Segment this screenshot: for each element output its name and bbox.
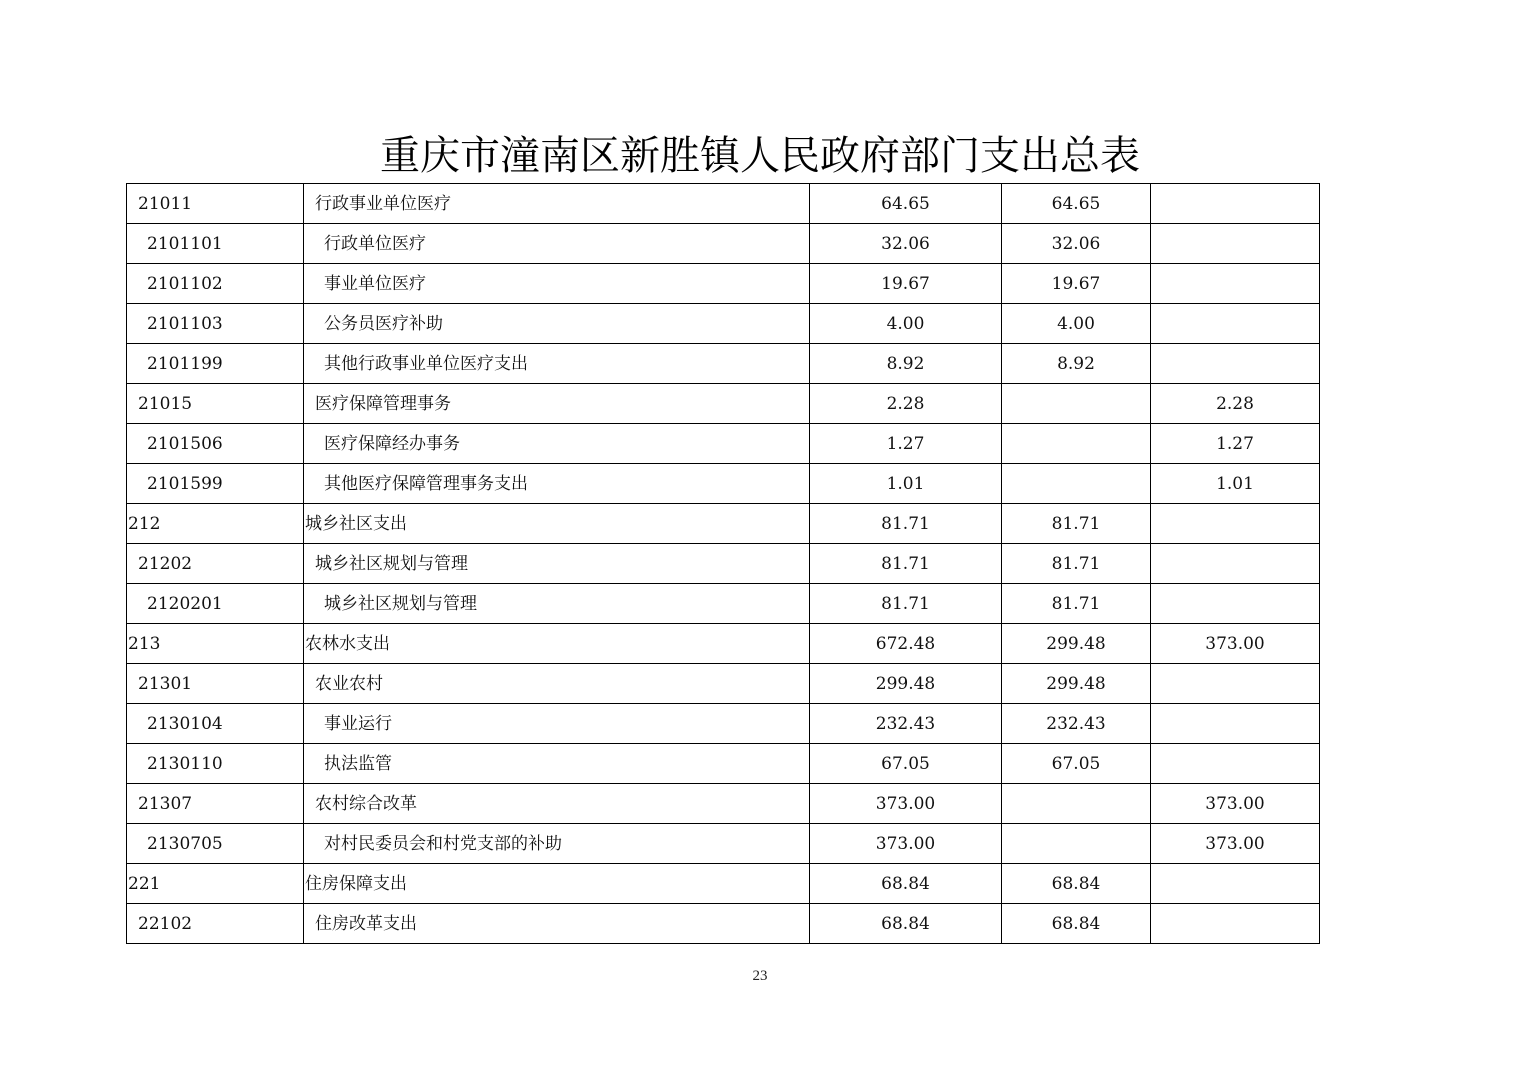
cell-name: 农林水支出	[304, 624, 810, 664]
cell-total: 81.71	[810, 584, 1002, 624]
page-title: 重庆市潼南区新胜镇人民政府部门支出总表	[380, 133, 1140, 179]
table-row	[127, 784, 1320, 824]
cell-project	[1151, 704, 1320, 744]
cell-project	[1151, 584, 1320, 624]
table-row	[127, 744, 1320, 784]
table-row	[127, 704, 1320, 744]
cell-total: 1.27	[810, 424, 1002, 464]
cell-basic: 232.43	[1002, 704, 1151, 744]
cell-code: 2101599	[127, 464, 304, 504]
cell-name: 其他行政事业单位医疗支出	[304, 344, 810, 384]
cell-project	[1151, 264, 1320, 304]
cell-code: 213	[127, 624, 304, 664]
cell-project: 1.01	[1151, 464, 1320, 504]
cell-name: 医疗保障经办事务	[304, 424, 810, 464]
cell-project	[1151, 744, 1320, 784]
cell-project: 373.00	[1151, 624, 1320, 664]
cell-basic: 32.06	[1002, 224, 1151, 264]
cell-basic: 299.48	[1002, 624, 1151, 664]
table-row	[127, 344, 1320, 384]
cell-name: 城乡社区规划与管理	[304, 584, 810, 624]
cell-name: 住房改革支出	[304, 904, 810, 944]
table-row	[127, 584, 1320, 624]
cell-basic: 19.67	[1002, 264, 1151, 304]
cell-basic	[1002, 464, 1151, 504]
cell-basic	[1002, 824, 1151, 864]
cell-name: 行政事业单位医疗	[304, 184, 810, 224]
cell-code: 2130110	[127, 744, 304, 784]
cell-name: 对村民委员会和村党支部的补助	[304, 824, 810, 864]
cell-total: 81.71	[810, 504, 1002, 544]
cell-code: 2101199	[127, 344, 304, 384]
cell-total: 373.00	[810, 824, 1002, 864]
cell-code: 2101506	[127, 424, 304, 464]
table-row	[127, 624, 1320, 664]
cell-code: 2120201	[127, 584, 304, 624]
table-row	[127, 864, 1320, 904]
cell-basic: 4.00	[1002, 304, 1151, 344]
cell-code: 2101102	[127, 264, 304, 304]
cell-name: 事业单位医疗	[304, 264, 810, 304]
cell-code: 22102	[127, 904, 304, 944]
cell-basic: 68.84	[1002, 904, 1151, 944]
cell-name: 医疗保障管理事务	[304, 384, 810, 424]
cell-name: 行政单位医疗	[304, 224, 810, 264]
cell-total: 68.84	[810, 864, 1002, 904]
cell-project	[1151, 504, 1320, 544]
cell-code: 21301	[127, 664, 304, 704]
cell-project: 373.00	[1151, 824, 1320, 864]
cell-total: 2.28	[810, 384, 1002, 424]
cell-total: 8.92	[810, 344, 1002, 384]
cell-basic: 81.71	[1002, 504, 1151, 544]
cell-name: 住房保障支出	[304, 864, 810, 904]
cell-name: 农业农村	[304, 664, 810, 704]
cell-project: 1.27	[1151, 424, 1320, 464]
cell-total: 373.00	[810, 784, 1002, 824]
cell-code: 2130705	[127, 824, 304, 864]
cell-total: 1.01	[810, 464, 1002, 504]
cell-project	[1151, 344, 1320, 384]
cell-basic	[1002, 424, 1151, 464]
cell-project: 373.00	[1151, 784, 1320, 824]
table-row	[127, 424, 1320, 464]
cell-code: 2101103	[127, 304, 304, 344]
cell-code: 221	[127, 864, 304, 904]
table-row	[127, 904, 1320, 944]
cell-name: 其他医疗保障管理事务支出	[304, 464, 810, 504]
expenditure-table	[126, 183, 1320, 944]
cell-project	[1151, 304, 1320, 344]
cell-basic: 81.71	[1002, 584, 1151, 624]
table-row	[127, 384, 1320, 424]
cell-name: 城乡社区规划与管理	[304, 544, 810, 584]
cell-total: 64.65	[810, 184, 1002, 224]
cell-code: 212	[127, 504, 304, 544]
cell-project	[1151, 864, 1320, 904]
cell-project	[1151, 664, 1320, 704]
cell-basic: 81.71	[1002, 544, 1151, 584]
cell-project	[1151, 544, 1320, 584]
cell-name: 执法监管	[304, 744, 810, 784]
cell-basic: 68.84	[1002, 864, 1151, 904]
cell-total: 4.00	[810, 304, 1002, 344]
cell-total: 32.06	[810, 224, 1002, 264]
table-row	[127, 224, 1320, 264]
cell-name: 城乡社区支出	[304, 504, 810, 544]
cell-project	[1151, 184, 1320, 224]
table-row	[127, 504, 1320, 544]
cell-code: 21202	[127, 544, 304, 584]
cell-total: 67.05	[810, 744, 1002, 784]
page-number: 23	[752, 968, 768, 984]
cell-basic: 8.92	[1002, 344, 1151, 384]
table-row	[127, 544, 1320, 584]
cell-basic: 64.65	[1002, 184, 1151, 224]
cell-basic: 299.48	[1002, 664, 1151, 704]
table-row	[127, 824, 1320, 864]
cell-name: 农村综合改革	[304, 784, 810, 824]
cell-code: 21011	[127, 184, 304, 224]
cell-total: 299.48	[810, 664, 1002, 704]
cell-basic	[1002, 784, 1151, 824]
cell-total: 68.84	[810, 904, 1002, 944]
cell-code: 2130104	[127, 704, 304, 744]
table-row	[127, 184, 1320, 224]
cell-total: 81.71	[810, 544, 1002, 584]
cell-project: 2.28	[1151, 384, 1320, 424]
cell-basic: 67.05	[1002, 744, 1151, 784]
cell-name: 事业运行	[304, 704, 810, 744]
cell-code: 21307	[127, 784, 304, 824]
cell-code: 2101101	[127, 224, 304, 264]
cell-basic	[1002, 384, 1151, 424]
cell-project	[1151, 904, 1320, 944]
table-body	[127, 184, 1320, 944]
table-row	[127, 664, 1320, 704]
cell-total: 19.67	[810, 264, 1002, 304]
cell-total: 672.48	[810, 624, 1002, 664]
cell-total: 232.43	[810, 704, 1002, 744]
table-row	[127, 304, 1320, 344]
cell-project	[1151, 224, 1320, 264]
table-row	[127, 464, 1320, 504]
cell-code: 21015	[127, 384, 304, 424]
cell-name: 公务员医疗补助	[304, 304, 810, 344]
table-row	[127, 264, 1320, 304]
